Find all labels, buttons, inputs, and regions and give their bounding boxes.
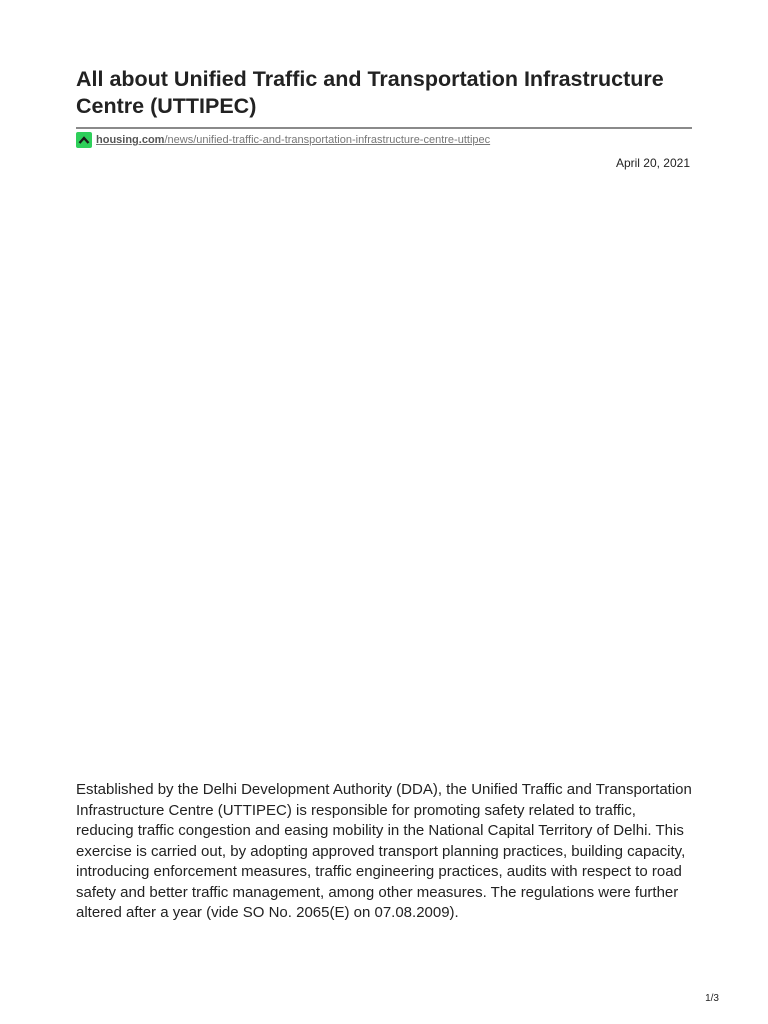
article-paragraph: Established by the Delhi Development Authority (DDA), the Unified Traffic and Transportation Infrastructure Centre (UTTIPEC) is responsible for promoting safety related to traffic, reducing traffic congestion and easing mobility in the National Capital Territory of Delhi. This exercise is carried out, by adopting approved transport planning practices, building capacity, introducing enforcement measures, traffic engineering practices, audits with respect to road safety and better traffic management, among other measures. The regulations were further altered after a year (vide SO No. 2065(E) on 07.08.2009).: [76, 781, 692, 921]
source-row: [76, 132, 490, 148]
source-domain: housing.com: [96, 134, 165, 146]
source-path: /news/unified-traffic-and-transportation-infrastructure-centre-uttipec: [164, 134, 491, 146]
housing-logo-icon: [76, 132, 92, 148]
title-divider: [76, 127, 692, 129]
source-link[interactable]: [96, 134, 490, 146]
page-number: 1/3: [705, 993, 719, 1004]
article-title: All about Unified Traffic and Transportation Infrastructure Centre (UTTIPEC): [76, 67, 664, 118]
publish-date: April 20, 2021: [615, 156, 690, 170]
